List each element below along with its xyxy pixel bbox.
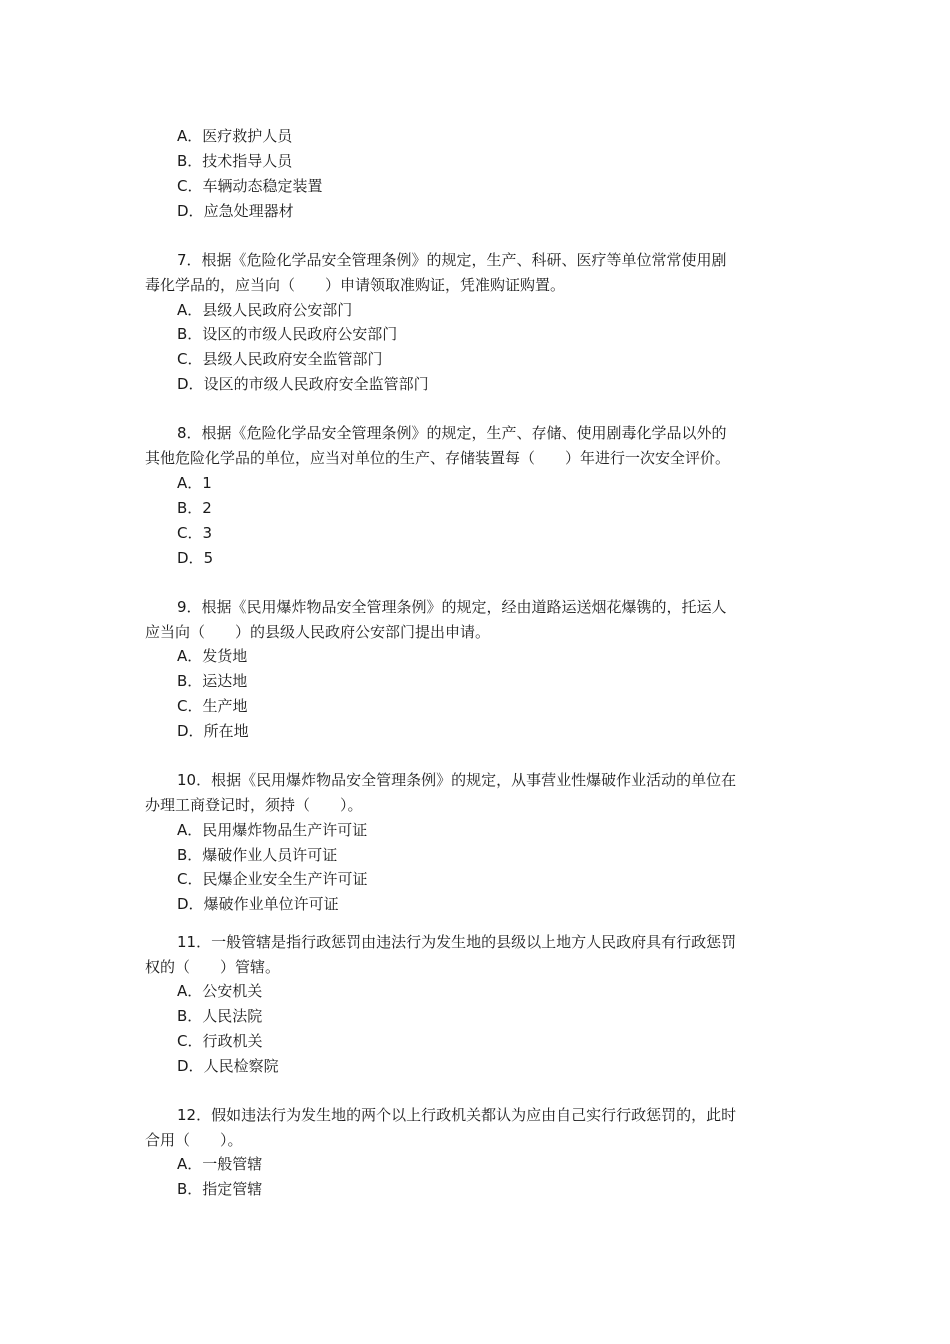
question-7-stem: 7．根据《危险化学品安全管理条例》的规定，生产、科研、医疗等单位常常使用剧 xyxy=(177,251,727,269)
option-c: C．车辆动态稳定装置 xyxy=(177,177,323,195)
question-8-stem: 8．根据《危险化学品安全管理条例》的规定，生产、存储、使用剧毒化学品以外的 xyxy=(177,424,727,442)
question-11-option-a: A．公安机关 xyxy=(177,982,263,1000)
question-10-stem: 10．根据《民用爆炸物品安全管理条例》的规定，从事营业性爆破作业活动的单位在 xyxy=(177,771,737,789)
question-10-option-c: C．民爆企业安全生产许可证 xyxy=(177,870,368,888)
question-12-stem: 12．假如违法行为发生地的两个以上行政机关都认为应由自己实行行政惩罚的，此时 xyxy=(177,1106,737,1124)
question-7-option-d: D．设区的市级人民政府安全监管部门 xyxy=(177,375,429,393)
question-11-stem-cont: 权的（ ）管辖。 xyxy=(145,958,281,976)
option-a: A．医疗救护人员 xyxy=(177,127,293,145)
question-11-option-b: B．人民法院 xyxy=(177,1007,263,1025)
question-8-option-d: D．5 xyxy=(177,549,214,567)
question-7-option-b: B．设区的市级人民政府公安部门 xyxy=(177,325,398,343)
question-8-option-c: C．3 xyxy=(177,524,213,542)
question-9-option-d: D．所在地 xyxy=(177,722,249,740)
question-11-option-c: C．行政机关 xyxy=(177,1032,263,1050)
question-12-option-b: B．指定管辖 xyxy=(177,1180,263,1198)
option-d: D．应急处理器材 xyxy=(177,202,294,220)
question-8-option-b: B．2 xyxy=(177,499,212,517)
option-b: B．技术指导人员 xyxy=(177,152,293,170)
question-9-stem-cont: 应当向（ ）的县级人民政府公安部门提出申请。 xyxy=(145,623,491,641)
question-9-option-a: A．发货地 xyxy=(177,647,248,665)
question-10-stem-cont: 办理工商登记时，须持（ ）。 xyxy=(145,796,363,814)
question-9-stem: 9．根据《民用爆炸物品安全管理条例》的规定，经由道路运送烟花爆镌的，托运人 xyxy=(177,598,727,616)
question-8-stem-cont: 其他危险化学品的单位，应当对单位的生产、存储装置每（ ）年进行一次安全评价。 xyxy=(145,449,731,467)
question-11-stem: 11．一般管辖是指行政惩罚由违法行为发生地的县级以上地方人民政府具有行政惩罚 xyxy=(177,933,737,951)
question-11-option-d: D．人民检察院 xyxy=(177,1057,279,1075)
question-10-option-d: D．爆破作业单位许可证 xyxy=(177,895,339,913)
question-10-option-b: B．爆破作业人员许可证 xyxy=(177,846,338,864)
question-8-option-a: A．1 xyxy=(177,474,212,492)
question-10-option-a: A．民用爆炸物品生产许可证 xyxy=(177,821,368,839)
question-7-option-a: A．县级人民政府公安部门 xyxy=(177,301,353,319)
question-12-stem-cont: 合用（ ）。 xyxy=(145,1131,243,1149)
question-12-option-a: A．一般管辖 xyxy=(177,1155,263,1173)
question-7-option-c: C．县级人民政府安全监管部门 xyxy=(177,350,383,368)
question-9-option-b: B．运达地 xyxy=(177,672,248,690)
question-7-stem-cont: 毒化学品的，应当向（ ）申请领取准购证，凭准购证购置。 xyxy=(145,276,566,294)
question-9-option-c: C．生产地 xyxy=(177,697,248,715)
